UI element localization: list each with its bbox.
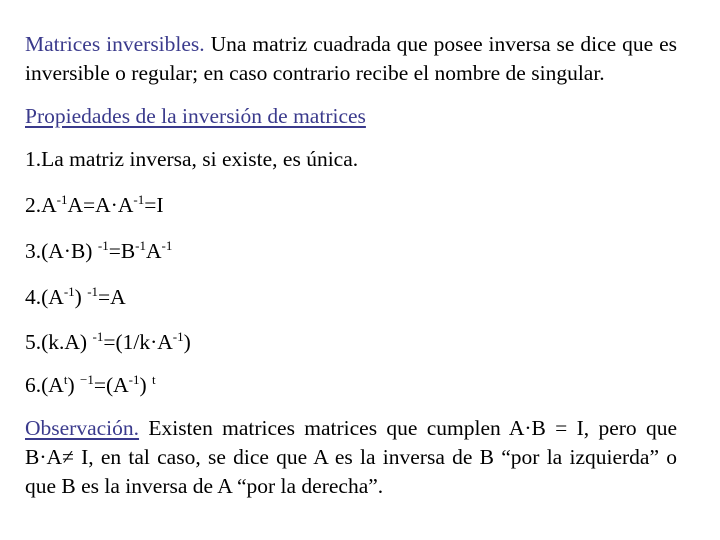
exponent: t bbox=[152, 372, 156, 387]
expr-part: ) bbox=[67, 373, 80, 397]
property-number: 2. bbox=[25, 193, 42, 217]
exponent: -1 bbox=[128, 372, 140, 387]
expr-part: ) bbox=[183, 330, 191, 354]
exponent: −1 bbox=[79, 372, 94, 387]
property-number: 5. bbox=[25, 330, 42, 354]
expr-part: ) bbox=[139, 373, 153, 397]
exponent: -1 bbox=[172, 329, 184, 344]
exponent: -1 bbox=[92, 329, 104, 344]
exponent: -1 bbox=[97, 238, 109, 253]
expr-part: (A bbox=[41, 285, 64, 309]
exponent: -1 bbox=[133, 192, 145, 207]
observation-paragraph bbox=[25, 414, 677, 501]
observation-text: Existen matrices matrices que cumplen A·B = I, pero que B·A≠ I, en tal caso, se dice que A es la inversa de B “por la izquierda” o que B es la inversa de A “por la derecha”. bbox=[25, 416, 677, 498]
property-6 bbox=[25, 371, 677, 400]
property-5 bbox=[25, 328, 677, 357]
expr-part: (k.A) bbox=[41, 330, 93, 354]
expr-part: =(1/k·A bbox=[103, 330, 173, 354]
properties-heading: Propiedades de la inversión de matrices bbox=[25, 104, 366, 128]
definition-title: Matrices inversibles. bbox=[25, 32, 205, 56]
expr-part: ) bbox=[74, 285, 88, 309]
property-number: 3. bbox=[25, 239, 42, 263]
definition-text: Una matriz cuadrada que posee inversa se dice que es inversible o regular; en caso contrario recibe el nombre de singular. bbox=[25, 32, 677, 85]
property-number: 1. bbox=[25, 147, 42, 171]
property-1 bbox=[25, 145, 677, 174]
exponent: -1 bbox=[161, 238, 173, 253]
property-number: 6. bbox=[25, 373, 42, 397]
property-4 bbox=[25, 283, 677, 312]
expr-part: (A·B) bbox=[41, 239, 98, 263]
expr-part: =I bbox=[144, 193, 164, 217]
expr-part: A bbox=[41, 193, 57, 217]
slide-content bbox=[25, 30, 677, 501]
expr-part: (A bbox=[41, 373, 64, 397]
expr-part: =B bbox=[108, 239, 136, 263]
expr-part: A=A·A bbox=[67, 193, 134, 217]
expr-part: =(A bbox=[93, 373, 129, 397]
property-number: 4. bbox=[25, 285, 42, 309]
exponent: -1 bbox=[63, 284, 75, 299]
property-2 bbox=[25, 191, 677, 220]
exponent: t bbox=[63, 372, 68, 387]
definition-paragraph bbox=[25, 30, 677, 88]
property-3 bbox=[25, 237, 677, 266]
exponent: -1 bbox=[56, 192, 68, 207]
property-text: La matriz inversa, si existe, es única. bbox=[41, 147, 359, 171]
exponent: -1 bbox=[87, 284, 99, 299]
exponent: -1 bbox=[135, 238, 147, 253]
observation-label: Observación. bbox=[25, 416, 140, 440]
expr-part: =A bbox=[98, 285, 126, 309]
expr-part: A bbox=[146, 239, 162, 263]
